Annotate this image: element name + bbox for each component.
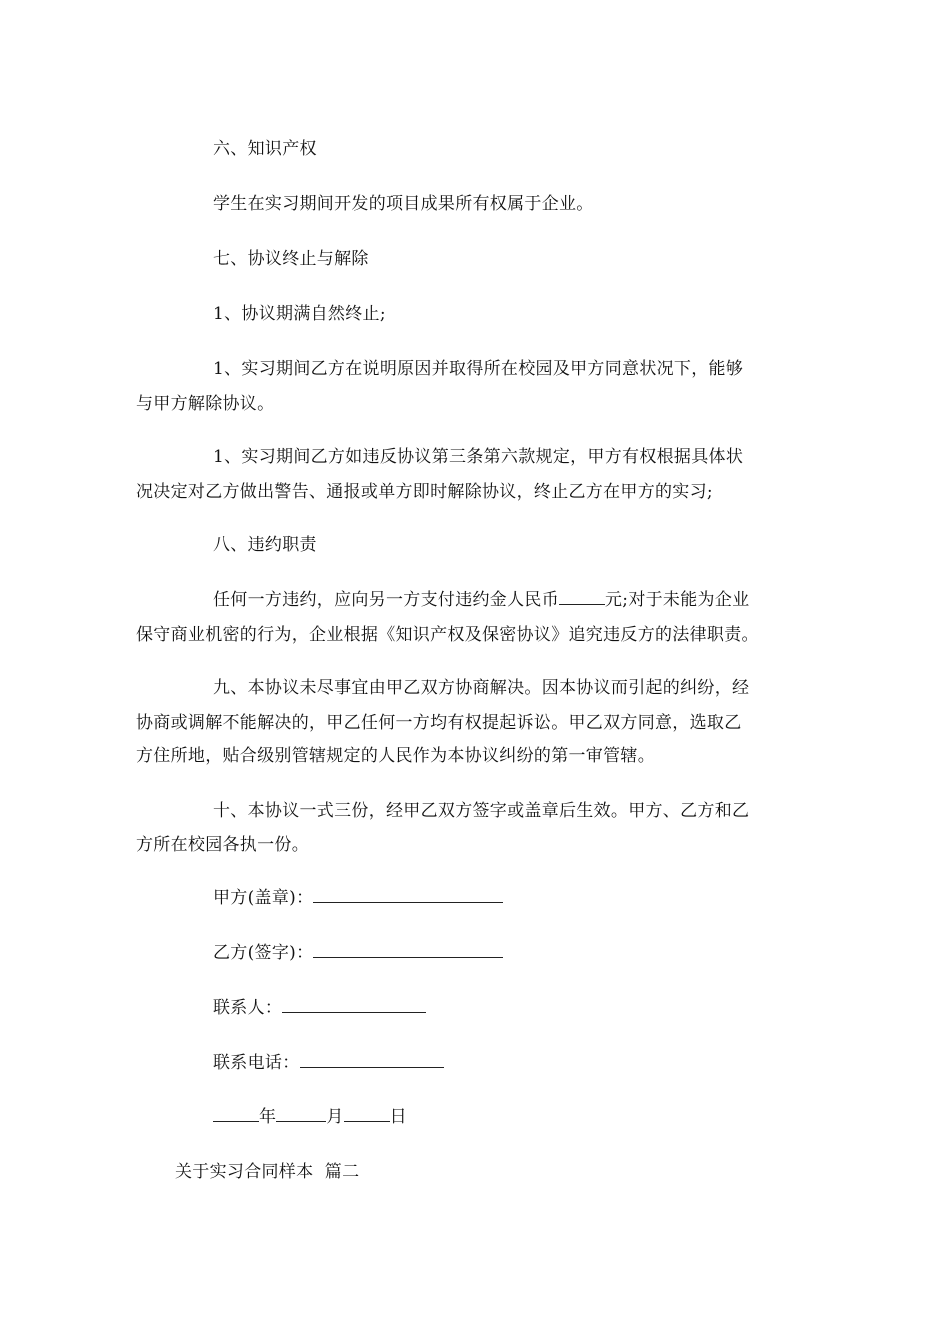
contact-person-line (213, 997, 426, 1019)
section-9-line-3: 方住所地，贴合级别管辖规定的人民作为本协议纠纷的第一审管辖。 (136, 746, 655, 766)
section-8-body-part-a: 任何一方违约，应向另一方支付违约金人民币 (213, 590, 559, 610)
section-8-body-line-1 (213, 589, 749, 611)
section-9-line-2: 协商或调解不能解决的，甲乙任何一方均有权提起诉讼。甲乙双方同意，选取乙 (136, 713, 742, 733)
year-blank (213, 1107, 259, 1122)
next-section-heading: 关于实习合同样本 篇二 (175, 1162, 360, 1182)
party-a-signature-blank (313, 888, 503, 903)
party-b-signature-line (213, 942, 503, 964)
section-10-line-1: 十、本协议一式三份，经甲乙双方签字或盖章后生效。甲方、乙方和乙 (213, 801, 750, 821)
party-b-label: 乙方(签字)： (213, 943, 314, 963)
month-label: 月 (326, 1107, 344, 1127)
date-line (213, 1106, 407, 1128)
phone-label: 联系电话： (213, 1053, 300, 1073)
section-7-item-2-line-1: 1、实习期间乙方在说明原因并取得所在校园及甲方同意状况下，能够 (213, 359, 744, 379)
day-blank (344, 1107, 390, 1122)
section-10-line-2: 方所在校园各执一份。 (136, 835, 309, 855)
phone-blank (300, 1053, 444, 1068)
section-7-item-3-line-1: 1、实习期间乙方如违反协议第三条第六款规定，甲方有权根据具体状 (213, 447, 744, 467)
day-label: 日 (389, 1107, 407, 1127)
contact-phone-line (213, 1052, 444, 1074)
section-6-heading: 六、知识产权 (213, 139, 317, 159)
penalty-amount-blank (559, 590, 605, 605)
section-7-heading: 七、协议终止与解除 (213, 249, 369, 269)
section-7-item-1: 1、协议期满自然终止; (213, 304, 386, 324)
party-a-signature-line (213, 887, 503, 909)
section-6-body: 学生在实习期间开发的项目成果所有权属于企业。 (213, 194, 594, 214)
section-9-line-1: 九、本协议未尽事宜由甲乙双方协商解决。因本协议而引起的纠纷，经 (213, 678, 750, 698)
contact-blank (282, 998, 426, 1013)
party-b-signature-blank (313, 943, 503, 958)
section-7-item-2-line-2: 与甲方解除协议。 (136, 394, 275, 414)
contact-label: 联系人： (213, 998, 283, 1018)
month-blank (276, 1107, 326, 1122)
section-8-body-part-b: 元;对于未能为企业 (605, 590, 750, 610)
year-label: 年 (259, 1107, 277, 1127)
section-8-body-line-2: 保守商业机密的行为，企业根据《知识产权及保密协议》追究违反方的法律职责。 (136, 625, 759, 645)
section-8-heading: 八、违约职责 (213, 535, 317, 555)
party-a-label: 甲方(盖章)： (213, 888, 314, 908)
section-7-item-3-line-2: 况决定对乙方做出警告、通报或单方即时解除协议，终止乙方在甲方的实习; (136, 482, 713, 502)
